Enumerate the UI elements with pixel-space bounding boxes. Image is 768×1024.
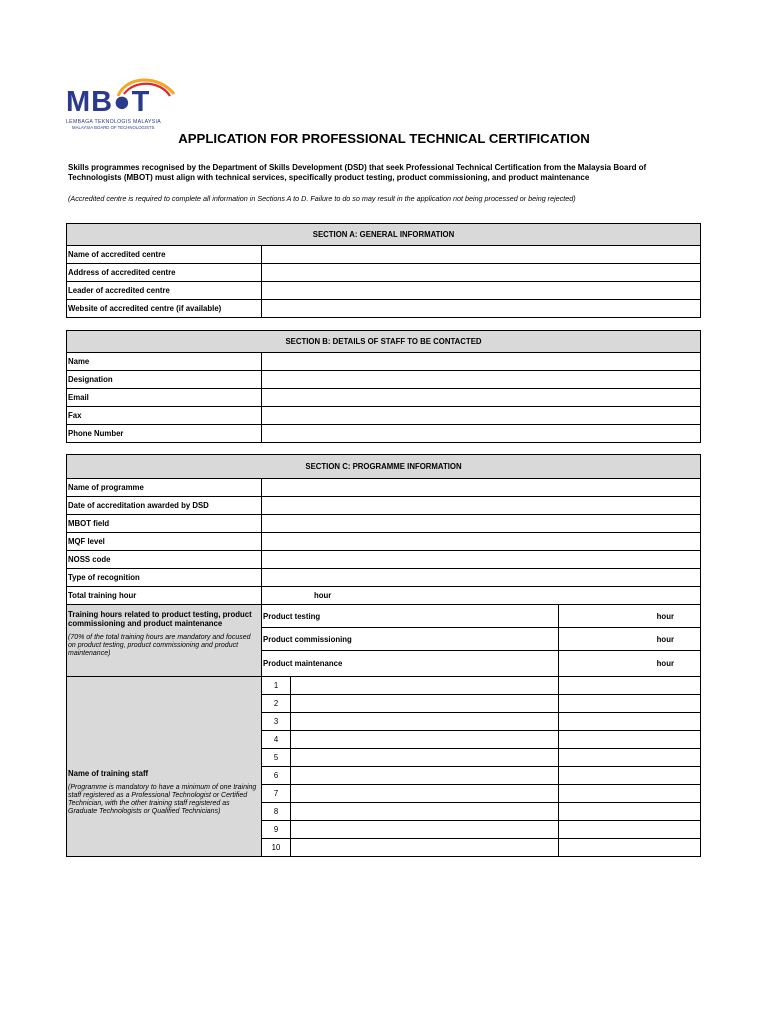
product-commissioning-hours-field[interactable] xyxy=(559,628,701,651)
training-staff-status-field[interactable] xyxy=(559,749,701,767)
section-a-heading: SECTION A: GENERAL INFORMATION xyxy=(67,224,701,246)
field-label: Address of accredited centre xyxy=(67,264,262,282)
recognition-type-field[interactable] xyxy=(262,569,701,587)
staff-name-field[interactable] xyxy=(262,353,701,371)
training-staff-name-field[interactable] xyxy=(291,767,559,785)
intro-paragraph: Skills programmes recognised by the Department of Skills Development (DSD) that seek Professional Technical Certification from the Malaysia Board of Technologists (MBOT) must align with technical services, specifically product testing, product commissioning, and product maintenance xyxy=(68,163,647,182)
product-maintenance-hours-field[interactable] xyxy=(559,651,701,677)
accredited-centre-website-field[interactable] xyxy=(262,300,701,318)
field-label: Name xyxy=(67,353,262,371)
training-staff-name-field[interactable] xyxy=(291,731,559,749)
mbot-field-input[interactable] xyxy=(262,515,701,533)
training-staff-label: Name of training staff xyxy=(68,769,149,778)
staff-number: 7 xyxy=(262,785,291,803)
field-label: Designation xyxy=(67,371,262,389)
training-staff-name-field[interactable] xyxy=(291,677,559,695)
table-row xyxy=(67,515,701,533)
instruction-note: (Accredited centre is required to complete all information in Sections A to D. Failure to do so may result in the application not being processed or being rejected) xyxy=(68,194,576,203)
field-label: Date of accreditation awarded by DSD xyxy=(67,497,262,515)
staff-number: 3 xyxy=(262,713,291,731)
table-row xyxy=(67,282,701,300)
training-staff-status-field[interactable] xyxy=(559,785,701,803)
hour-unit: hour xyxy=(656,634,674,644)
table-row xyxy=(67,605,701,628)
staff-phone-field[interactable] xyxy=(262,425,701,443)
field-label: Name of programme xyxy=(67,479,262,497)
product-testing-hours-field[interactable] xyxy=(559,605,701,628)
section-c-table xyxy=(66,454,701,857)
training-staff-name-field[interactable] xyxy=(291,839,559,857)
field-label: Email xyxy=(67,389,262,407)
hour-unit: hour xyxy=(656,659,674,668)
training-staff-name-field[interactable] xyxy=(291,785,559,803)
training-staff-status-field[interactable] xyxy=(559,695,701,713)
training-staff-status-field[interactable] xyxy=(559,767,701,785)
staff-fax-field[interactable] xyxy=(262,407,701,425)
training-hours-label: Training hours related to product testing, product commissioning and product maintenance xyxy=(68,610,252,628)
table-row xyxy=(67,587,701,605)
product-maintenance-label: Product maintenance xyxy=(262,651,559,677)
hour-unit: hour xyxy=(314,591,332,600)
table-row xyxy=(67,479,701,497)
product-commissioning-label: Product commissioning xyxy=(262,628,559,651)
training-staff-label-cell xyxy=(67,677,262,857)
training-staff-status-field[interactable] xyxy=(559,731,701,749)
training-staff-status-field[interactable] xyxy=(559,839,701,857)
staff-number: 10 xyxy=(262,839,291,857)
programme-name-field[interactable] xyxy=(262,479,701,497)
table-row xyxy=(67,551,701,569)
section-c-heading: SECTION C: PROGRAMME INFORMATION xyxy=(67,455,701,479)
training-staff-name-field[interactable] xyxy=(291,749,559,767)
field-label: MQF level xyxy=(67,533,262,551)
table-row xyxy=(67,425,701,443)
field-label: Fax xyxy=(67,407,262,425)
table-row xyxy=(67,389,701,407)
training-staff-note: (Programme is mandatory to have a minimum of one training staff registered as a Professional Technologist or Certified Technician, with the other training staff registered as Graduate Technologists or Qualified Technicians) xyxy=(68,784,257,815)
table-row xyxy=(67,246,701,264)
staff-number: 9 xyxy=(262,821,291,839)
accredited-centre-leader-field[interactable] xyxy=(262,282,701,300)
training-staff-status-field[interactable] xyxy=(559,803,701,821)
field-label: Leader of accredited centre xyxy=(67,282,262,300)
table-row xyxy=(67,353,701,371)
staff-number: 6 xyxy=(262,767,291,785)
field-label: Phone Number xyxy=(67,425,262,443)
field-label: Type of recognition xyxy=(67,569,262,587)
staff-email-field[interactable] xyxy=(262,389,701,407)
training-hours-note: (70% of the total training hours are mandatory and focused on product testing, product commissioning and product maintenance) xyxy=(68,634,251,657)
training-staff-name-field[interactable] xyxy=(291,695,559,713)
total-training-hour-field[interactable] xyxy=(262,587,701,605)
section-b-heading: SECTION B: DETAILS OF STAFF TO BE CONTACTED xyxy=(67,331,701,353)
table-row xyxy=(67,371,701,389)
page-title: APPLICATION FOR PROFESSIONAL TECHNICAL CERTIFICATION xyxy=(178,131,590,146)
table-row xyxy=(67,497,701,515)
training-hours-label-cell xyxy=(67,605,262,677)
noss-code-field[interactable] xyxy=(262,551,701,569)
field-label: MBOT field xyxy=(67,515,262,533)
logo-tagline: LEMBAGA TEKNOLOGIS MALAYSIA xyxy=(66,119,161,125)
training-staff-name-field[interactable] xyxy=(291,713,559,731)
logo-wordmark: MB●T xyxy=(66,86,151,118)
mqf-level-field[interactable] xyxy=(262,533,701,551)
staff-number: 5 xyxy=(262,749,291,767)
field-label: Name of accredited centre xyxy=(67,246,262,264)
section-a-table xyxy=(66,223,701,318)
hour-unit: hour xyxy=(656,611,674,621)
staff-number: 8 xyxy=(262,803,291,821)
training-staff-name-field[interactable] xyxy=(291,803,559,821)
training-staff-status-field[interactable] xyxy=(559,821,701,839)
field-label: Total training hour xyxy=(67,587,262,605)
mbot-logo xyxy=(66,74,180,130)
training-staff-status-field[interactable] xyxy=(559,713,701,731)
table-row xyxy=(67,569,701,587)
accredited-centre-address-field[interactable] xyxy=(262,264,701,282)
table-row xyxy=(67,407,701,425)
accreditation-date-field[interactable] xyxy=(262,497,701,515)
field-label: Website of accredited centre (if available) xyxy=(67,300,262,318)
staff-designation-field[interactable] xyxy=(262,371,701,389)
staff-number: 2 xyxy=(262,695,291,713)
table-row xyxy=(67,300,701,318)
table-row xyxy=(67,677,701,695)
accredited-centre-name-field[interactable] xyxy=(262,246,701,264)
table-row xyxy=(67,264,701,282)
logo-tagline-en: MALAYSIA BOARD OF TECHNOLOGISTS xyxy=(72,125,155,130)
training-staff-status-field[interactable] xyxy=(559,677,701,695)
training-staff-name-field[interactable] xyxy=(291,821,559,839)
staff-number: 4 xyxy=(262,731,291,749)
product-testing-label: Product testing xyxy=(262,605,559,628)
table-row xyxy=(67,533,701,551)
staff-number: 1 xyxy=(262,677,291,695)
section-b-table xyxy=(66,330,701,443)
field-label: NOSS code xyxy=(67,551,262,569)
